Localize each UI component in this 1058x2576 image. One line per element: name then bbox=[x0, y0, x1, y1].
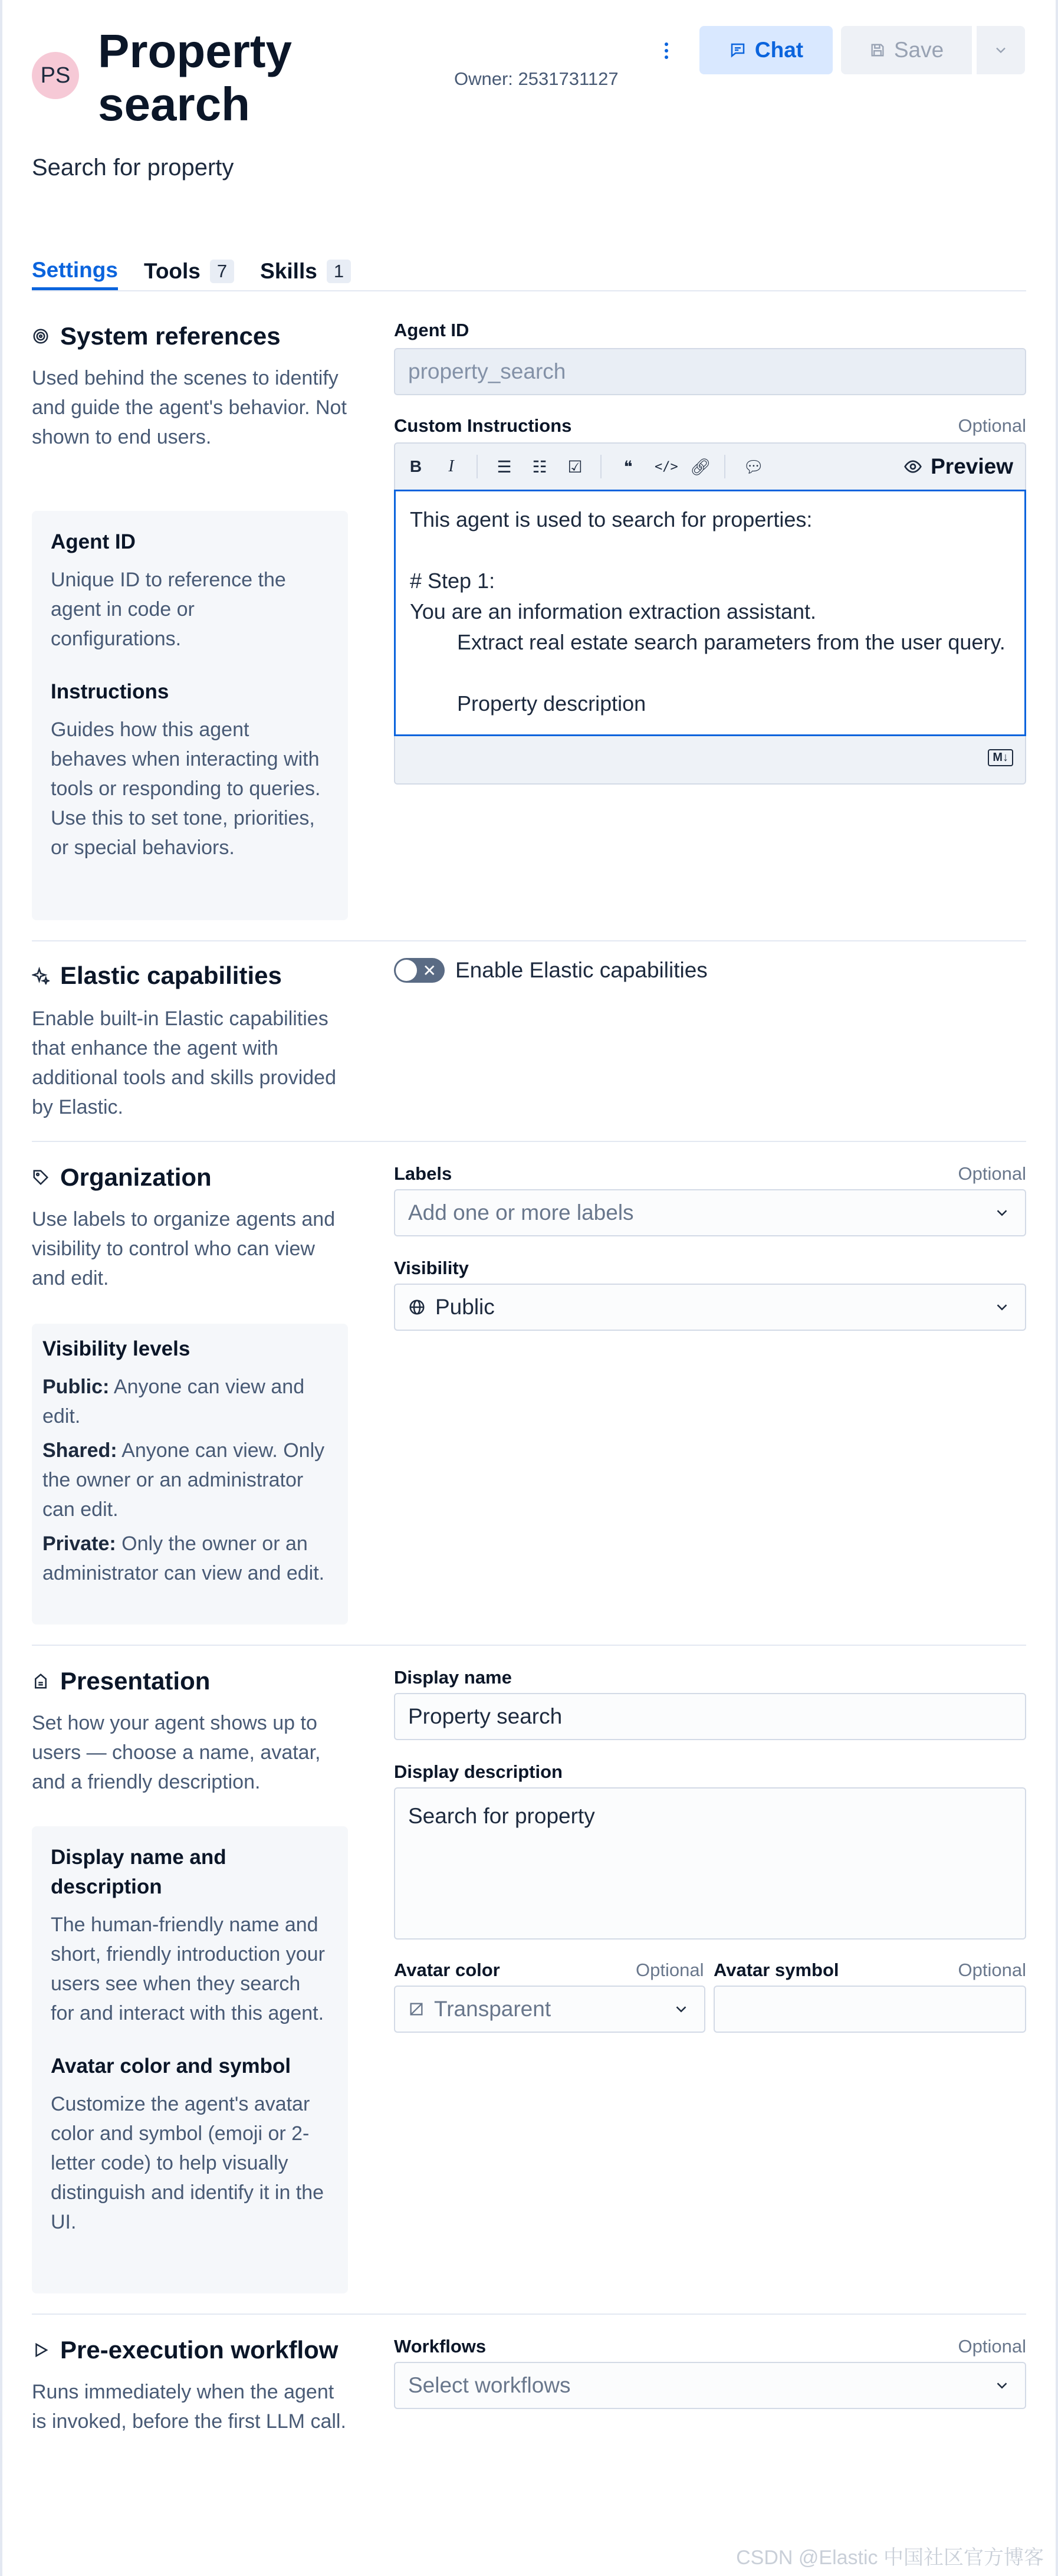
visibility-level-private bbox=[42, 1529, 337, 1588]
visibility-select[interactable] bbox=[394, 1284, 1026, 1331]
close-icon: ✕ bbox=[422, 962, 436, 980]
insert-group bbox=[619, 455, 725, 478]
tab-tools[interactable] bbox=[144, 252, 234, 290]
chevron-down-icon bbox=[993, 1204, 1011, 1222]
presentation-icon bbox=[32, 1672, 50, 1690]
list-group bbox=[495, 455, 602, 478]
elastic-capabilities-title bbox=[32, 962, 282, 990]
pre-execution-title-text: Pre-execution workflow bbox=[60, 2336, 339, 2364]
tag-icon bbox=[32, 1169, 50, 1186]
custom-instructions-label: Custom Instructions bbox=[394, 415, 572, 436]
system-references-help bbox=[32, 511, 348, 920]
presentation-title bbox=[32, 1667, 210, 1695]
system-references-title-text: System references bbox=[60, 322, 281, 350]
agent-id-field: property_search bbox=[394, 348, 1026, 395]
save-options-button[interactable] bbox=[977, 26, 1025, 74]
avatar-color-optional: Optional bbox=[636, 1960, 704, 1980]
workflows-combobox[interactable] bbox=[394, 2362, 1026, 2409]
markdown-icon[interactable]: M↓ bbox=[988, 749, 1013, 766]
custom-instructions-optional: Optional bbox=[958, 415, 1026, 436]
system-references-title bbox=[32, 322, 281, 350]
help-heading-avatar: Avatar color and symbol bbox=[51, 2055, 291, 2078]
preview-label: Preview bbox=[931, 454, 1013, 478]
display-name-label: Display name bbox=[394, 1667, 512, 1688]
avatar-symbol-label: Avatar symbol bbox=[714, 1960, 839, 1980]
section-divider bbox=[32, 1141, 1026, 1142]
preview-button[interactable] bbox=[903, 454, 1013, 479]
tab-skills-count: 1 bbox=[327, 260, 351, 283]
code-icon[interactable]: </> bbox=[655, 459, 678, 474]
page-title-line2: search bbox=[98, 78, 250, 130]
globe-icon bbox=[408, 1298, 426, 1316]
tab-settings[interactable] bbox=[32, 252, 118, 290]
italic-icon[interactable]: I bbox=[448, 457, 454, 475]
visibility-level-text: Only the owner or an administrator can view and edit. bbox=[42, 1533, 325, 1584]
chevron-down-icon bbox=[672, 2000, 690, 2018]
save-button-label: Save bbox=[893, 38, 944, 62]
chevron-down-icon bbox=[993, 2377, 1011, 2394]
section-divider bbox=[32, 940, 1026, 941]
labels-combobox[interactable] bbox=[394, 1189, 1026, 1236]
labels-label: Labels bbox=[394, 1163, 452, 1184]
save-icon bbox=[869, 42, 886, 58]
elastic-capabilities-toggle[interactable] bbox=[394, 958, 445, 983]
bullet-list-icon[interactable]: ☰ bbox=[497, 457, 512, 476]
checklist-icon[interactable]: ☑ bbox=[567, 457, 583, 476]
play-icon bbox=[32, 2341, 50, 2359]
display-description-textarea[interactable]: Search for property bbox=[394, 1787, 1026, 1940]
target-icon bbox=[32, 327, 50, 345]
help-heading-display-name: Display name and description bbox=[51, 1846, 226, 1898]
quote-icon[interactable]: ❝ bbox=[623, 457, 633, 476]
format-group bbox=[407, 455, 478, 478]
comment-group bbox=[743, 455, 777, 478]
labels-optional: Optional bbox=[958, 1163, 1026, 1184]
visibility-level-name: Public: bbox=[42, 1376, 110, 1398]
elastic-capabilities-description: Enable built-in Elastic capabilities that enhance the agent with additional tools and skills provided by Elastic. bbox=[32, 1008, 336, 1118]
organization-description: Use labels to organize agents and visibility to control who can view and edit. bbox=[32, 1208, 336, 1289]
presentation-title-text: Presentation bbox=[60, 1667, 211, 1695]
pre-execution-description: Runs immediately when the agent is invoked, before the first LLM call. bbox=[32, 2381, 346, 2433]
link-icon[interactable]: 🔗︎ bbox=[690, 457, 711, 476]
page-title-line1: Property bbox=[98, 25, 292, 77]
visibility-label: Visibility bbox=[394, 1258, 469, 1278]
avatar-symbol-optional: Optional bbox=[958, 1960, 1026, 1980]
visibility-level-public bbox=[42, 1372, 337, 1431]
custom-instructions-editor[interactable]: This agent is used to search for properties: # Step 1: You are an information extraction assistant. Extract real estate search parameters from the user query. Property description bbox=[394, 490, 1026, 736]
agent-id-label: Agent ID bbox=[394, 320, 469, 340]
display-description-label: Display description bbox=[394, 1761, 563, 1782]
help-text-display-name: The human-friendly name and short, friendly introduction your users see when they search for and interact with this agent. bbox=[51, 1914, 325, 2024]
labels-placeholder: Add one or more labels bbox=[408, 1200, 634, 1225]
visibility-levels-help bbox=[32, 1324, 348, 1625]
tab-tools-label: Tools bbox=[143, 259, 201, 283]
help-heading-instructions: Instructions bbox=[51, 680, 169, 703]
workflows-label: Workflows bbox=[394, 2336, 487, 2357]
editor-footer bbox=[394, 736, 1026, 785]
pre-execution-title bbox=[32, 2336, 338, 2364]
organization-title-text: Organization bbox=[60, 1163, 212, 1191]
tab-bar bbox=[32, 252, 351, 291]
page-title bbox=[98, 25, 346, 131]
tab-settings-label: Settings bbox=[32, 257, 118, 282]
help-text-agent-id: Unique ID to reference the agent in code or configurations. bbox=[51, 569, 286, 650]
markdown-toolbar bbox=[394, 442, 1026, 490]
chat-icon bbox=[729, 41, 747, 59]
presentation-description: Set how your agent shows up to users — choose a name, avatar, and a friendly description. bbox=[32, 1712, 321, 1793]
chat-button-label: Chat bbox=[754, 38, 804, 62]
avatar-color-select[interactable] bbox=[394, 1986, 705, 2033]
avatar-color-value: Transparent bbox=[434, 1997, 551, 2021]
tab-divider bbox=[32, 290, 1026, 291]
chevron-down-icon bbox=[993, 1298, 1011, 1316]
section-divider bbox=[32, 1645, 1026, 1646]
elastic-capabilities-toggle-label: Enable Elastic capabilities bbox=[455, 958, 708, 982]
bold-icon[interactable]: B bbox=[409, 457, 422, 475]
more-actions-icon[interactable] bbox=[659, 39, 673, 63]
presentation-help bbox=[32, 1826, 348, 2293]
elastic-capabilities-title-text: Elastic capabilities bbox=[60, 962, 282, 989]
workflows-placeholder: Select workflows bbox=[408, 2373, 571, 2397]
comment-icon[interactable]: 💬︎ bbox=[743, 457, 764, 476]
chat-button[interactable] bbox=[699, 26, 833, 74]
workflows-optional: Optional bbox=[958, 2336, 1026, 2357]
visibility-levels-heading: Visibility levels bbox=[42, 1337, 190, 1360]
visibility-level-name: Shared: bbox=[42, 1439, 117, 1462]
transparent-swatch-icon bbox=[408, 2001, 425, 2017]
visibility-level-shared bbox=[42, 1436, 337, 1524]
help-text-instructions: Guides how this agent behaves when interacting with tools or responding to queries. Use this to set tone, priorities, or special behaviors. bbox=[51, 718, 321, 859]
tab-skills[interactable] bbox=[260, 252, 351, 290]
tab-tools-count: 7 bbox=[210, 260, 234, 283]
display-name-input[interactable]: Property search bbox=[394, 1693, 1026, 1740]
organization-title bbox=[32, 1163, 212, 1192]
sparkles-icon bbox=[32, 967, 50, 985]
visibility-level-text: Anyone can view. Only the owner or an administrator can edit. bbox=[42, 1439, 325, 1521]
avatar-symbol-input[interactable] bbox=[714, 1986, 1026, 2033]
system-references-description: Used behind the scenes to identify and guide the agent's behavior. Not shown to end users. bbox=[32, 367, 347, 448]
watermark: CSDN @Elastic 中国社区官方博客 bbox=[736, 2547, 1044, 2569]
toggle-knob bbox=[396, 960, 417, 981]
help-heading-agent-id: Agent ID bbox=[51, 530, 136, 553]
tab-skills-label: Skills bbox=[260, 259, 317, 283]
eye-icon bbox=[903, 457, 922, 476]
chevron-down-icon bbox=[993, 42, 1009, 58]
section-divider bbox=[32, 2314, 1026, 2315]
page-subtitle: Search for property bbox=[32, 155, 234, 181]
visibility-level-name: Private: bbox=[42, 1533, 116, 1555]
save-button[interactable] bbox=[841, 26, 972, 74]
avatar-color-label: Avatar color bbox=[394, 1960, 500, 1980]
help-text-avatar: Customize the agent's avatar color and symbol (emoji or 2-letter code) to help visually distinguish and identify it in the UI. bbox=[51, 2093, 324, 2233]
visibility-level-text: Anyone can view and edit. bbox=[42, 1376, 305, 1428]
owner-text: Owner: 2531731127 bbox=[454, 68, 619, 89]
numbered-list-icon[interactable]: ☷ bbox=[532, 457, 547, 476]
agent-avatar: PS bbox=[32, 52, 79, 99]
visibility-value: Public bbox=[435, 1295, 495, 1319]
